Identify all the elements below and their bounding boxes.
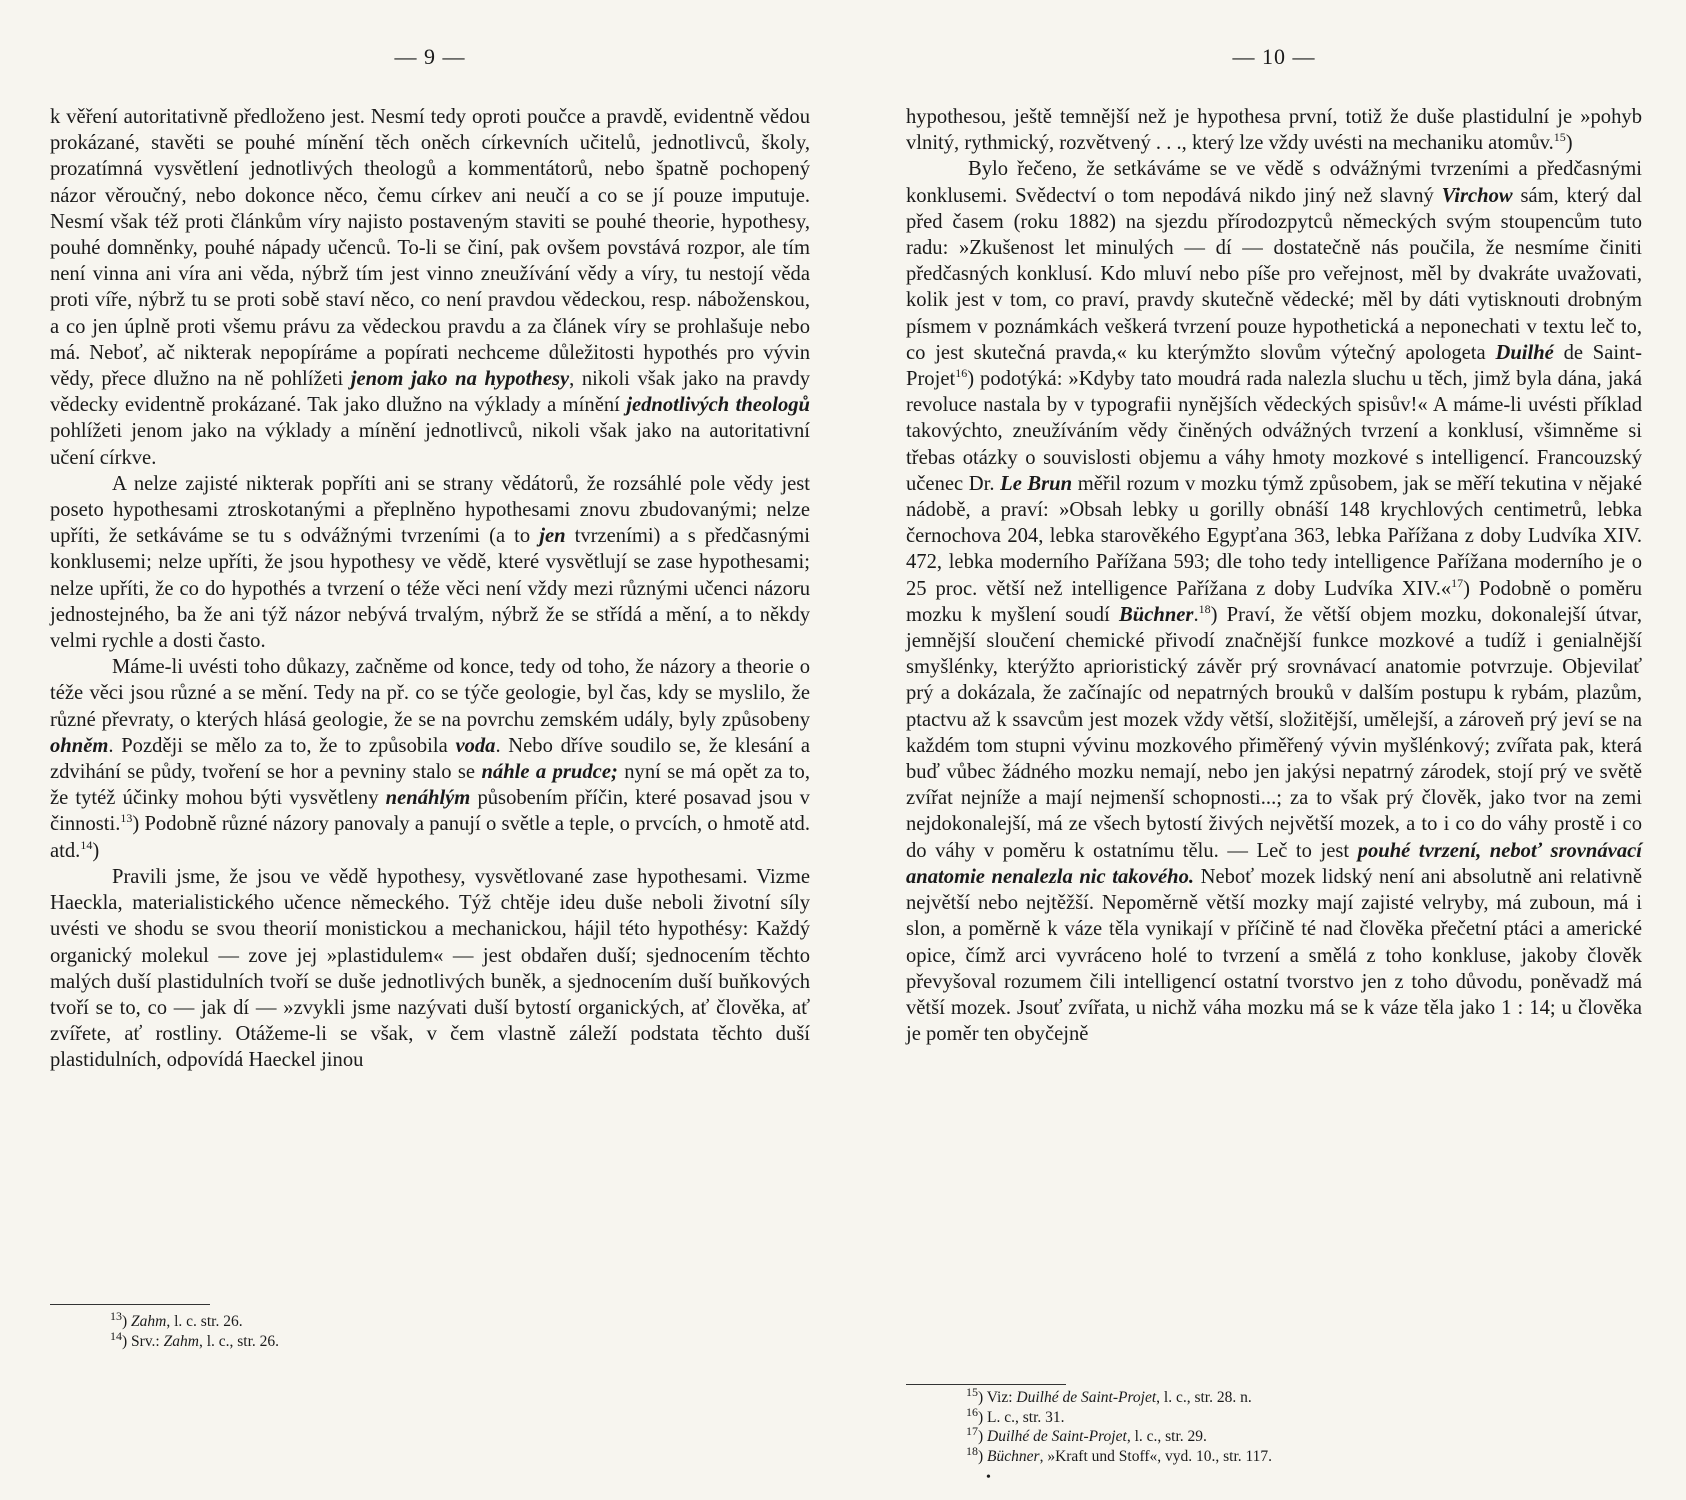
footnote: $^{15}$) Viz: Duilhé de Saint-Projet, l. c., str. 28. n. [966,1384,1252,1406]
paragraph: A nelze zajisté nikterak popříti ani se strany vědátorů, že rozsáhlé pole vědy jest poseto hypothesami ztroskotanými a přeplněno hypothesami znovu zbudovanými; nelze upříti, že setkáváme se tu s odvážnými tvrzeními (a to jen tvrzeními) a s předčasnými konklusemi; nelze upříti, že jsou hypothesy ve vědě, které vysvětlují se zase hypothesami; nelze upříti, že co do hypothés a tvrzení o téže věci není vždy mezi různými učenci názoru jednostejného, ba že ani týž názor nebývá trvalým, nýbrž že se střídá a mění, a to někdy velmi rychle a dosti často. [50,472,810,653]
footnotes [110,1308,810,1351]
signature-mark: • [986,1470,991,1485]
footnote-rule [906,1384,1066,1385]
footnote: $^{16}$) L. c., str. 31. [966,1404,1065,1426]
left-page [50,0,810,1500]
paragraph: hypothesou, ještě temnější než je hypothesa první, totiž že duše plastidulní je »pohyb vlnitý, rythmický, rozvětvený . . ., který lze vždy uvésti na mechaniku atomův.$^{15}$) [906,106,1642,155]
footnote: $^{14}$) Srv.: Zahm, l. c., str. 26. [110,1328,280,1350]
footnotes [966,1384,1642,1466]
body-text [906,104,1642,1047]
page-number: — 10 — [1232,44,1316,69]
footnote: $^{17}$) Duilhé de Saint-Projet, l. c., str. 29. [966,1423,1207,1445]
paragraph: Bylo řečeno, že setkáváme se ve vědě s odvážnými tvrzeními a předčasnými konklusemi. Svědectví o tom nepodává nikdo jiný než slavný Virchow sám, který dal před časem (roku 1882) na sjezdu přírodozpytců německých svým stoupencům tuto radu: »Zkušenost let minulých — dí — dostatečně nás poučila, že nesmíme činiti předčasných konklusí. Kdo mluví nebo píše pro veřejnost, měl by dvakráte uvažovati, kolik jest v tom, co praví, pravdy skutečně vědecké; měl by dáti vytisknouti drobným písmem v poznámkách veškerá tvrzení pouze hypothetická a neponechati v textu leč to, co jest skutečná pravda,« ku kterýmžto slovům výtečný apologeta Duilhé de Saint-Projet$^{16}$) podotýká: »Kdyby tato moudrá rada nalezla sluchu u těch, jimž byla dána, jaká revoluce nastala by v typografii nynějších vědeckých spisův!« A máme-li uvésti příklad takovýchto, zneužíváním vědy činěných odvážných tvrzení a konklusí, všimněme si třebas otázky o souvislosti objemu a váhy hmoty mozkové s intelligencí. Francouzský učenec Dr. Le Brun měřil rozum v mozku týmž způsobem, jak se měří tekutina v nějaké nádobě, a praví: »Obsah lebky u gorilly obnáší 148 krychlových centimetrů, lebka černochova 204, lebka starověkého Egypťana 363, lebka Pařížana z doby Ludvíka XIV. 472, lebka moderního Pařížana 593; dle toho tedy intelligence Pařížana moderního je o 25 proc. větší než intelligence Pařížana z doby Ludvíka XIV.«$^{17}$) Podobně o poměru mozku k myšlení soudí Büchner.$^{18}$) Praví, že větší objem mozku, dokonalejší útvar, jemnější sloučení chemické přivodí značnější funkce mozkové a tudíž i genialnější smyšlénky, kterýžto aprioristický závěr prý srovnávací anatomie potvrzuje. Objevilať prý a dokázala, že začínajíc od nepatrných brouků v dalším postupu k rybám, plazům, ptactvu až k ssavcům jest mozek vždy větší, složitější, umělejší, a zároveň prý jeví se na každém tom stupni vývinu mozkového přiměřený vývin myšlénkový; zvířata pak, která buď vůbec žádného mozku nemají, nebo jen jakýsi nepatrný zárodek, stojí prý ve světě zvířat nejníže a mají nejmenší schopnosti...; za to však prý člověk, jako tvor na zemi nejdokonalejší, má ze všech bytostí živých největší mozek, a to i co do váhy prostě i co do váhy v poměru k ostatnímu tělu. — Leč to jest pouhé tvrzení, neboť srovnávací anatomie nenalezla nic takového. Neboť mozek lidský není ani absolutně ani relativně největší nebo nejtěžší. Nepoměrně větší mozky mají zajisté velryby, má zuboun, má i slon, a poměrně k váze těla vynikají v příčině té nad člověka přečetní ptáci a americké opice, čímž arci vyvráceno holé to tvrzení a smělá z toho konkluse, jakoby člověk převyšoval rozumem čili intelligencí ostatní tvorstvo jen z toho důvodu, poněvadž má větší mozek. Jsouť zvířata, u nichž váha mozku má se k váze těla jako 1 : 14; u člověka je poměr ten obyčejně [906,158,1643,1046]
footnote-rule [50,1304,210,1305]
paragraph: k věření autoritativně předloženo jest. Nesmí tedy oproti poučce a pravdě, evidentně vědou prokázané, stavěti se pouhé mínění těch oněch církevních učitelů, jednotlivců, školy, prozatímná vysvětlení jednotlivých theologů a kommentátorů, nebo špatně pochopený názor věroučný, nebo dokonce něco, čemu církev ani neučí a co se jí pouze imputuje. Nesmí však též proti článkům víry najisto postaveným staviti se pouhé theorie, hypothesy, pouhé domněnky, pouhé nápady učenců. To-li se činí, pak ovšem povstává rozpor, ale tím není vinna ani víra ani věda, nýbrž tím jest vinno zneužívání vědy a víry, tu nestojí věda proti víře, nýbrž tu se proti sobě staví něco, co není pravdou vědeckou, resp. náboženskou, a co jen úplně proti všemu právu za vědeckou pravdu a za článek víry se prohlašuje nebo má. Neboť, ač nikterak nepopíráme a popírati nechceme důležitosti hypothés pro vývin vědy, přece dlužno na ně pohlížeti jenom jako na hypothesy, nikoli však jako na pravdy vědecky evidentně prokázané. Tak jako dlužno na výklady a mínění jednotlivých theologů pohlížeti jenom jako na výklady a mínění jednotlivců, nikoli však jako na autoritativní učení církve. [50,106,810,469]
footnote: $^{18}$) Büchner, »Kraft und Stoff«, vyd. 10., str. 117. [966,1443,1273,1465]
right-page [906,0,1642,1500]
paragraph: Pravili jsme, že jsou ve vědě hypothesy, vysvětlované zase hypothesami. Vizme Haeckla, materialistického učence německého. Týž chtěje ideu duše neboli životní síly uvésti ve shodu se svou theorií monistickou a mechanickou, hájil této hypothésy: Každý organický molekul — zove jej »plastidulem« — jest obdařen duší; sjednocením těchto malých duší plastidulních tvoří se duše jednotlivých buněk, a sjednocením duší buňkových tvoří se to, co — jak dí — »zvykli jsme nazývati duší bytostí organických, ať člověka, ať zvířete, ať rostliny. Otážeme-li se však, v čem vlastně záleží podstata těchto duší plastidulních, odpovídá Haeckel jinou [50,865,810,1072]
body-text [50,104,810,1074]
page-number: — 9 — [394,44,466,69]
footnote: $^{13}$) Zahm, l. c. str. 26. [110,1308,243,1330]
paragraph: Máme-li uvésti toho důkazy, začněme od konce, tedy od toho, že názory a theorie o téže věci jsou různé a se mění. Tedy na př. co se týče geologie, byl čas, kdy se myslilo, že různé převraty, o kterých hlásá geologie, že se na povrchu zemském udály, byly způsobeny ohněm. Později se mělo za to, že to způsobila voda. Nebo dříve soudilo se, že klesání a zdvihání se půdy, tvoření se hor a pevniny stalo se náhle a prudce; nyní se má opět za to, že tytéž účinky mohou býti vysvětleny nenáhlým působením příčin, které posavad jsou v činnosti.$^{13}$) Podobně různé názory panovaly a panují o světle a teple, o prvcích, o hmotě atd. atd.$^{14}$) [50,656,811,862]
